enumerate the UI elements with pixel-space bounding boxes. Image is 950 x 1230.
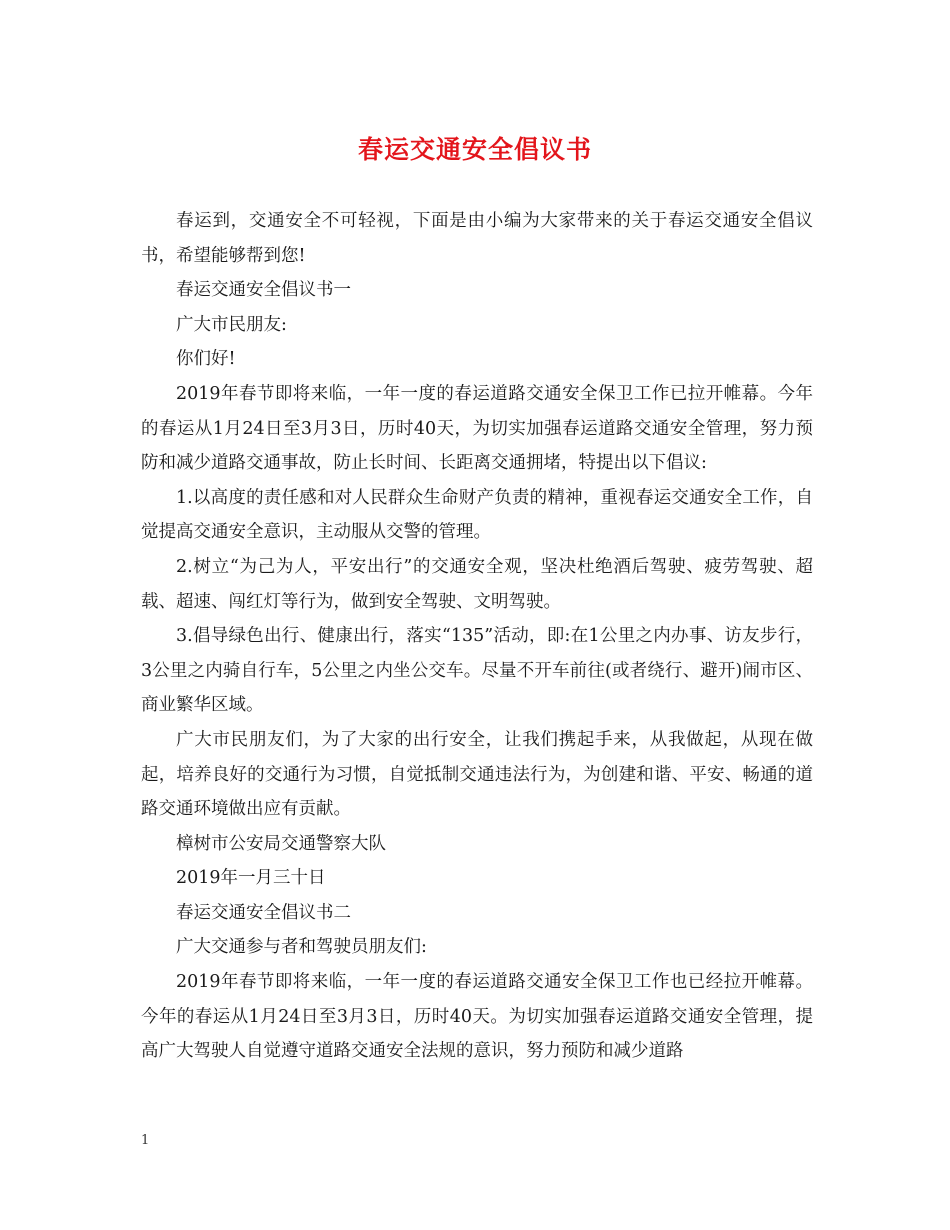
body-paragraph: 2019年春节即将来临，一年一度的春运道路交通安全保卫工作已拉开帷幕。今年的春运从1月24日至3月3日，历时40天，为切实加强春运道路交通安全管理，努力预防和减少道路交通事故，防止长时间、长距离交通拥堵，特提出以下倡议: [141,383,813,474]
signature-date: 2019年一月三十日 [176,868,326,889]
signature-organization: 樟树市公安局交通警察大队 [176,833,386,854]
closing-paragraph: 广大市民朋友们，为了大家的出行安全，让我们携起手来，从我做起，从现在做起，培养良好的交通行为习惯，自觉抵制交通违法行为，为创建和谐、平安、畅通的道路交通环境做出应有贡献。 [141,729,813,820]
page-number: 1 [141,1133,150,1148]
section-heading-one: 春运交通安全倡议书一 [176,280,351,301]
salutation: 广大市民朋友: [176,314,287,335]
body-paragraph-two: 2019年春节即将来临，一年一度的春运道路交通安全保卫工作也已经拉开帷幕。今年的春运从1月24日至3月3日，历时40天。为切实加强春运道路交通安全管理，提高广大驾驶人自觉遵守道路交通安全法规的意识，努力预防和减少道路 [141,972,813,1062]
greeting: 你们好! [176,349,236,370]
document-title: 春运交通安全倡议书 [357,135,592,164]
list-item-2: 2.树立“为己为人，平安出行”的交通安全观，坚决杜绝酒后驾驶、疲劳驾驶、超载、超速、闯红灯等行为，做到安全驾驶、文明驾驶。 [141,556,813,612]
intro-paragraph: 春运到，交通安全不可轻视，下面是由小编为大家带来的关于春运交通安全倡议书，希望能够帮到您! [141,211,813,266]
document-body [141,204,813,1069]
list-item-3: 3.倡导绿色出行、健康出行，落实“135”活动，即:在1公里之内办事、访友步行，3公里之内骑自行车，5公里之内坐公交车。尽量不开车前往(或者绕行、避开)闹市区、商业繁华区域。 [141,626,813,716]
section-heading-two: 春运交通安全倡议书二 [176,902,351,923]
list-item-1: 1.以高度的责任感和对人民群众生命财产负责的精神，重视春运交通安全工作，自觉提高交通安全意识，主动服从交警的管理。 [141,487,813,543]
salutation-two: 广大交通参与者和驾驶员朋友们: [176,937,427,958]
